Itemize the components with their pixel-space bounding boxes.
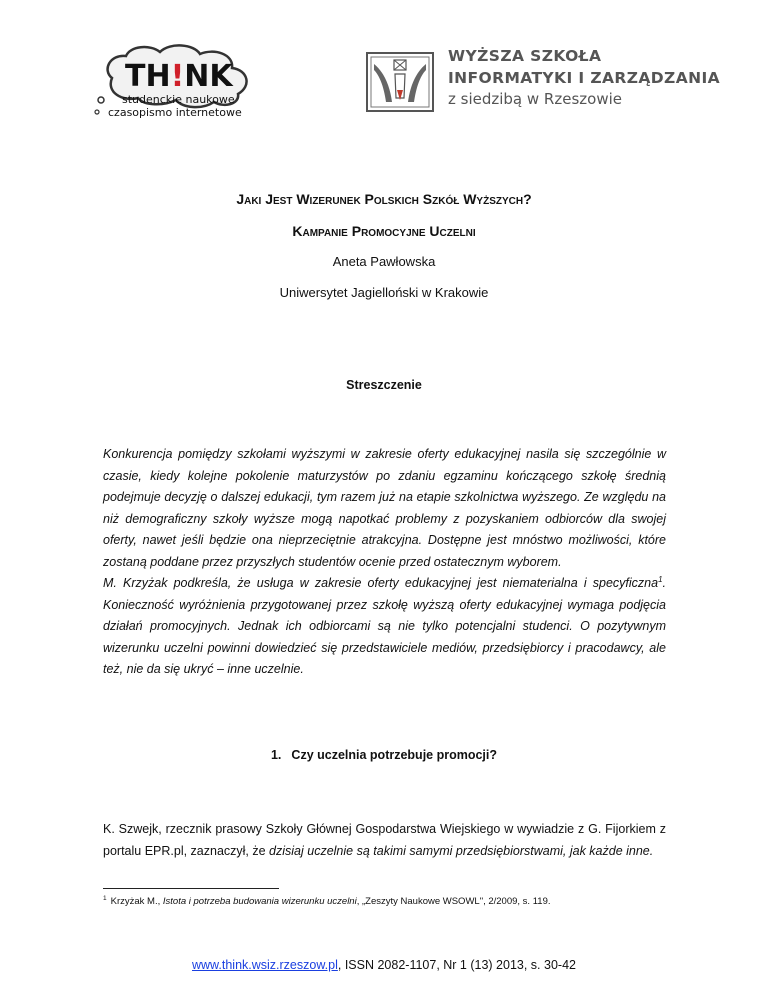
section-title: Czy uczelnia potrzebuje promocji? xyxy=(291,748,498,762)
footnote-source: , „Zeszyty Naukowe WSOWL", 2/2009, s. 119. xyxy=(356,896,551,907)
footnote-title: Istota i potrzeba budowania wizerunku uczelni xyxy=(162,896,357,907)
abstract-p2-text-a: M. Krzyżak podkreśla, że usługa w zakresie oferty edukacyjnej jest niematerialna i specyficzna xyxy=(103,576,659,590)
section-heading xyxy=(0,748,768,762)
wsiz-name-line2: INFORMATYKI I ZARZĄDZANIA xyxy=(448,68,721,87)
footer-issn: , ISSN 2082-1107, Nr 1 (13) 2013, s. 30-42 xyxy=(337,958,576,972)
think-wordmark: TH!NK xyxy=(125,59,233,94)
article-title-line2: Kampanie Promocyjne Uczelni xyxy=(292,223,476,239)
think-cloud-logo-icon xyxy=(92,42,302,127)
abstract-paragraph-2 xyxy=(103,573,666,681)
wsiz-name-line1: WYŻSZA SZKOŁA xyxy=(448,47,602,65)
body-p1-quote: dzisiaj uczelnie są takimi samymi przedsiębiorstwami, jak każde inne. xyxy=(269,843,654,858)
abstract-paragraph-1: Konkurencja pomiędzy szkołami wyższymi w zakresie oferty edukacyjnej nasila się szczególnie w czasie, kiedy kolejne pokolenie maturzystów po zdaniu egzaminu kończącego szkołę średnią podejmuje decyzję o dalszej edukacji, tym razem już na etapie szkolnictwa wyższego. Ze względu na niż demograficzny szkoły wyższe mogą napotkać problemy z pozyskaniem odbiorców dla swojej oferty, nawet jeśli będzie ona nieprzeciętnie atrakcyjna. Dostępne jest mnóstwo możliwości, które zostaną poddane przez przyszłych studentów ocenie przed ostatecznym wyborem. xyxy=(103,447,666,569)
wsiz-crest xyxy=(366,52,434,112)
body-paragraph-1 xyxy=(103,819,666,862)
footnote-ref[interactable]: 1 xyxy=(658,574,663,584)
author-name: Aneta Pawłowska xyxy=(332,254,436,269)
abstract-heading: Streszczenie xyxy=(346,378,422,392)
wsiz-name-line3: z siedzibą w Rzeszowie xyxy=(448,90,622,108)
think-tagline-2: czasopismo internetowe xyxy=(108,106,242,119)
think-logo xyxy=(92,42,302,127)
footnote-mark: 1 xyxy=(103,894,107,902)
footnote-author: Krzyżak M., xyxy=(110,896,163,907)
wsiz-crest-icon xyxy=(366,52,434,112)
footer-website-link[interactable]: www.think.wsiz.rzeszow.pl xyxy=(192,958,338,972)
page-footer xyxy=(0,958,768,972)
section-number: 1. xyxy=(270,748,282,762)
article-title-line1: Jaki Jest Wizerunek Polskich Szkół Wyższych? xyxy=(236,191,532,207)
author-affiliation: Uniwersytet Jagielloński w Krakowie xyxy=(279,285,489,300)
footnote-divider xyxy=(103,888,279,889)
think-tagline-1: studenckie naukowe xyxy=(122,93,235,106)
abstract-p2-text-b: . Konieczność wyróżnienia przygotowanej przez szkołę wyższą oferty edukacyjnej wymaga podjęcia działań promocyjnych. Jednak ich odbiorcami są nie tylko potencjalni studenci. O pozytywnym wizerunku uczelni powinni dowiedzieć się przedstawiciele mediów, przedsiębiorcy i pracodawcy, ale też, nie da się ukryć – inne uczelnie. xyxy=(103,576,666,676)
wsiz-name xyxy=(448,49,748,107)
body-p1-text: K. Szwejk, rzecznik prasowy Szkoły Głównej Gospodarstwa Wiejskiego w wywiadzie z G. Fijorkiem z portalu EPR.pl, zaznaczył, że xyxy=(103,822,666,858)
footnote xyxy=(103,896,666,907)
